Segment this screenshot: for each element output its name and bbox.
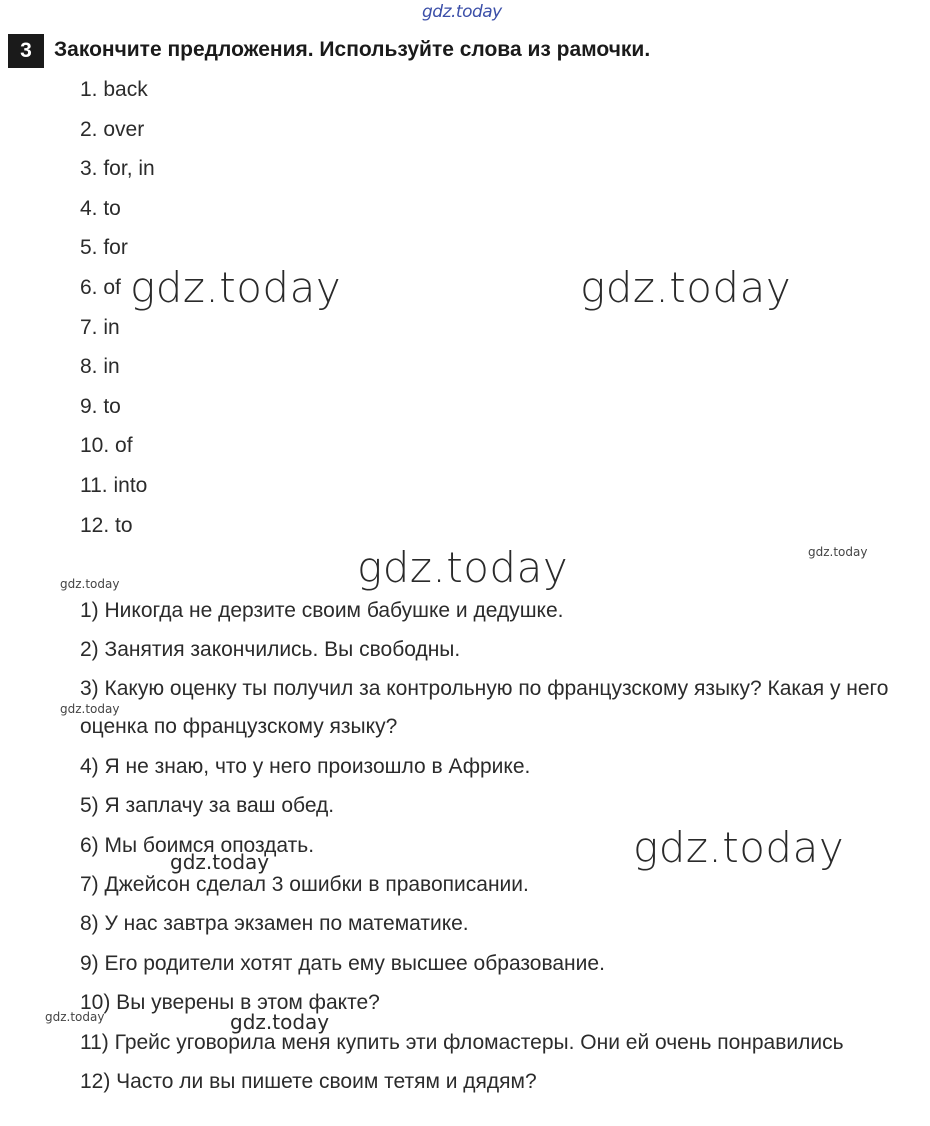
- watermark-medium: gdz.today: [230, 1010, 330, 1034]
- answer-item: 2. over: [80, 117, 145, 141]
- watermark-top: gdz.today: [422, 2, 502, 22]
- translation-item: 9) Его родители хотят дать ему высшее образование.: [80, 951, 605, 975]
- answer-item: 4. to: [80, 196, 121, 220]
- task-number-badge: 3: [8, 34, 44, 68]
- watermark-large: gdz.today: [633, 823, 845, 872]
- translation-item: 12) Часто ли вы пишете своим тетям и дядям?: [80, 1070, 537, 1094]
- translation-item: 8) У нас завтра экзамен по математике.: [80, 912, 469, 936]
- answer-item: 11. into: [80, 473, 148, 497]
- answer-item: 8. in: [80, 355, 120, 379]
- watermark-large: gdz.today: [130, 263, 342, 312]
- watermark-small: gdz.today: [60, 702, 120, 716]
- translation-item: 1) Никогда не дерзите своим бабушке и дедушке.: [80, 599, 564, 622]
- task-title: Закончите предложения. Используйте слова из рамочки.: [54, 38, 651, 61]
- answer-item: 1. back: [80, 78, 148, 101]
- answer-item: 6. of: [80, 275, 121, 299]
- translation-item: 3) Какую оценку ты получил за контрольную по французскому языку? Какая у него оценка по французскому языку?: [80, 676, 889, 739]
- translation-item: 10) Вы уверены в этом факте?: [80, 991, 380, 1015]
- watermark-large: gdz.today: [357, 543, 569, 592]
- answer-item: 9. to: [80, 394, 121, 418]
- answer-item: 7. in: [80, 315, 120, 339]
- translation-item: 5) Я заплачу за ваш обед.: [80, 794, 335, 818]
- translation-item: 4) Я не знаю, что у него произошло в Африке.: [80, 754, 531, 778]
- watermark-small: gdz.today: [60, 577, 120, 591]
- watermark-medium: gdz.today: [170, 850, 270, 874]
- watermark-large: gdz.today: [580, 263, 792, 312]
- translation-item: 11) Грейс уговорила меня купить эти фломастеры. Они ей очень понравились: [80, 1030, 844, 1054]
- answer-list: [80, 77, 155, 552]
- answer-item: 12. to: [80, 513, 133, 537]
- watermark-small: gdz.today: [45, 1010, 105, 1024]
- translation-item: 7) Джейсон сделал 3 ошибки в правописании.: [80, 873, 529, 897]
- answer-item: 3. for, in: [80, 157, 155, 181]
- translation-item: 6) Мы боимся опоздать.: [80, 833, 315, 857]
- answer-item: 5. for: [80, 236, 128, 260]
- answer-item: 10. of: [80, 434, 133, 458]
- watermark-small: gdz.today: [808, 545, 868, 559]
- translation-item: 2) Занятия закончились. Вы свободны.: [80, 638, 461, 662]
